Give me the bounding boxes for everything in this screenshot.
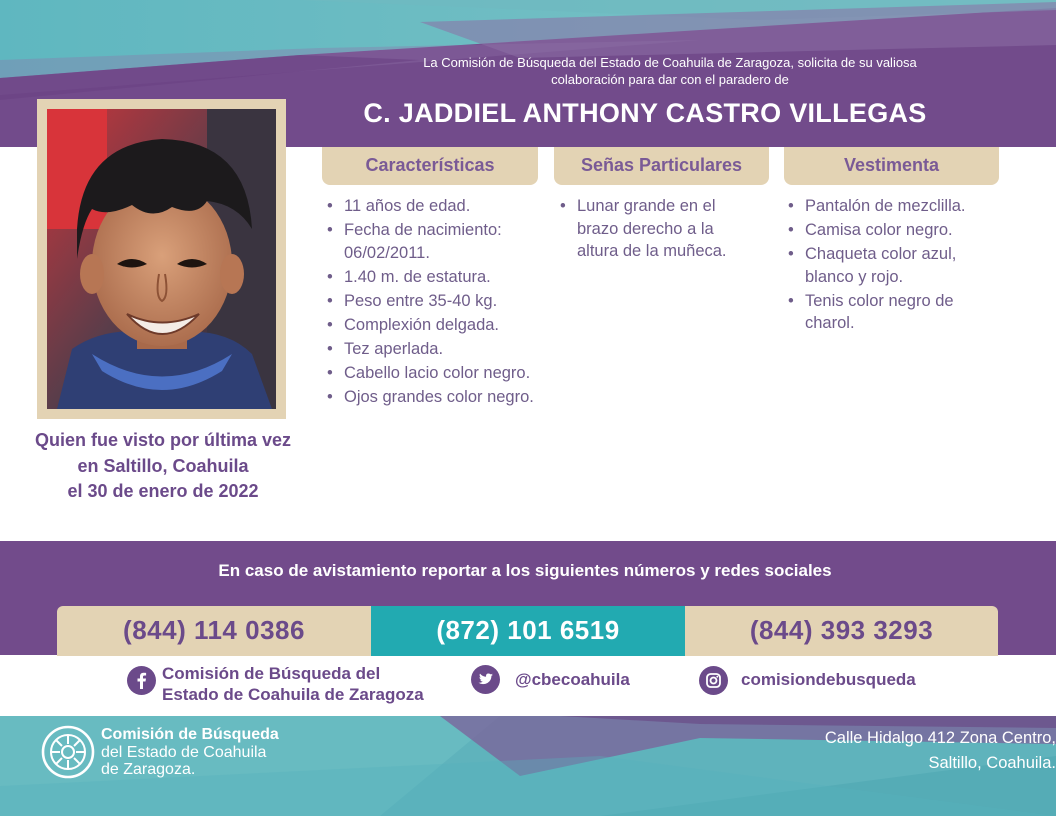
list-item: • 11 años de edad. — [323, 195, 538, 218]
list-item: • Tenis color negro de charol. — [784, 290, 994, 335]
footer-org-line1: Comisión de Búsqueda — [101, 726, 279, 743]
last-seen-line1: Quien fue visto por última vez — [34, 430, 292, 450]
caracteristicas-list — [323, 195, 538, 410]
twitter-icon[interactable] — [471, 665, 500, 694]
twitter-handle[interactable]: @cbecoahuila — [515, 670, 630, 689]
list-item: • Camisa color negro. — [784, 219, 994, 242]
list-item: • Chaqueta color azul, blanco y rojo. — [784, 243, 994, 288]
facebook-handle-line1: Comisión de Búsqueda del — [162, 664, 381, 683]
list-item: • Pantalón de mezclilla. — [784, 195, 994, 218]
footer-org-line3: de Zaragoza. — [101, 761, 196, 778]
last-seen-line3: el 30 de enero de 2022 — [67, 481, 259, 501]
header-intro-line1: La Comisión de Búsqueda del Estado de Coahuila de Zaragoza, solicita de su valiosa — [423, 55, 917, 70]
phone-number-3[interactable]: (844) 393 3293 — [685, 606, 998, 656]
missing-person-photo — [47, 109, 276, 409]
list-item: • Peso entre 35-40 kg. — [323, 290, 538, 313]
photo-frame — [37, 99, 286, 419]
vestimenta-heading: Vestimenta — [784, 147, 999, 185]
person-name: C. JADDIEL ANTHONY CASTRO VILLEGAS — [363, 98, 927, 128]
footer-address-line2: Saltillo, Coahuila. — [928, 754, 1056, 772]
facebook-handle[interactable] — [162, 663, 424, 705]
commission-logo — [40, 724, 96, 780]
facebook-handle-line2: Estado de Coahuila de Zaragoza — [162, 685, 424, 704]
instagram-handle[interactable]: comisiondebusqueda — [741, 670, 916, 689]
last-seen-line2: en Saltillo, Coahuila — [77, 455, 249, 476]
last-seen-info — [8, 428, 318, 505]
footer-address — [756, 726, 1056, 776]
list-item: • Complexión delgada. — [323, 314, 538, 337]
list-item: • Lunar grande en el brazo derecho a la altura de la muñeca. — [556, 195, 752, 263]
phone-number-2[interactable]: (872) 101 6519 — [371, 606, 685, 656]
senas-list — [556, 195, 752, 264]
report-instructions: En caso de avistamiento reportar a los siguientes números y redes sociales — [218, 561, 832, 580]
list-item: • Cabello lacio color negro. — [323, 362, 538, 385]
list-item: • 1.40 m. de estatura. — [323, 266, 538, 289]
senas-heading: Señas Particulares — [554, 147, 769, 185]
list-item: • Ojos grandes color negro. — [323, 386, 538, 409]
header-intro — [340, 54, 1000, 88]
header-intro-line2: colaboración para dar con el paradero de — [551, 72, 789, 87]
footer-org-line2: del Estado de Coahuila — [101, 743, 267, 761]
vestimenta-list — [784, 195, 994, 336]
footer-address-line1: Calle Hidalgo 412 Zona Centro, — [824, 729, 1056, 747]
footer-org-name — [101, 726, 279, 779]
facebook-icon[interactable] — [127, 666, 156, 695]
instagram-icon[interactable] — [699, 666, 728, 695]
list-item: • Fecha de nacimiento: 06/02/2011. — [323, 219, 538, 264]
phone-number-1[interactable]: (844) 114 0386 — [57, 606, 371, 656]
list-item: • Tez aperlada. — [323, 338, 538, 361]
caracteristicas-heading: Características — [322, 147, 538, 185]
